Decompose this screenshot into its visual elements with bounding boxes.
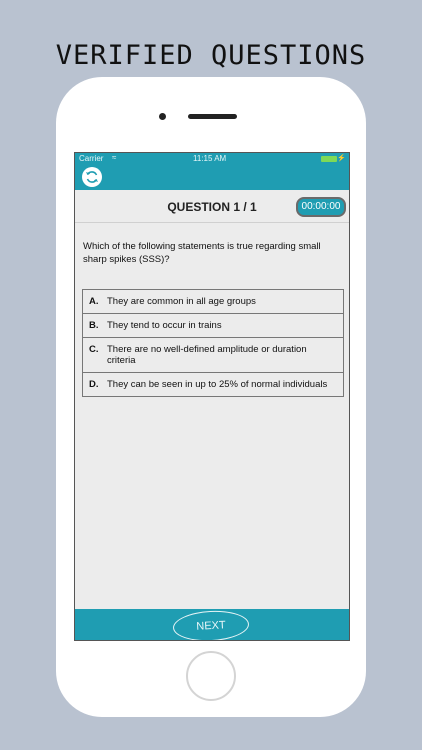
front-camera [159, 113, 166, 120]
answer-option-b[interactable] [83, 314, 343, 338]
answer-option-c[interactable] [83, 338, 343, 373]
option-letter: B. [89, 320, 99, 331]
home-button[interactable] [186, 651, 236, 701]
status-bar [75, 153, 349, 165]
question-text: Which of the following statements is true regarding small sharp spikes (SSS)? [83, 241, 321, 265]
nav-bar [75, 165, 349, 190]
refresh-icon[interactable] [82, 167, 102, 187]
footer-bar [75, 609, 349, 641]
timer-badge: 00:00:00 [296, 197, 346, 217]
promo-banner-title: VERIFIED QUESTIONS [55, 40, 367, 71]
option-text: They tend to occur in trains [107, 320, 222, 331]
carrier-label: Carrier [79, 154, 104, 163]
earpiece-speaker [188, 114, 237, 119]
status-time: 11:15 AM [193, 154, 227, 163]
answer-options [82, 289, 344, 397]
question-header [75, 190, 349, 223]
app-screen [74, 152, 350, 641]
battery-icon [321, 156, 337, 162]
option-letter: C. [89, 344, 99, 355]
wifi-icon: ≈ [112, 153, 117, 162]
option-text: There are no well-defined amplitude or duration criteria [107, 344, 307, 366]
option-text: They are common in all age groups [107, 296, 256, 307]
option-letter: D. [89, 379, 99, 390]
charging-icon: ⚡ [337, 155, 346, 162]
option-text: They can be seen in up to 25% of normal individuals [107, 379, 328, 390]
next-button[interactable]: NEXT [172, 609, 249, 641]
answer-option-a[interactable] [83, 290, 343, 314]
question-counter: QUESTION 1 / 1 [167, 200, 257, 214]
answer-option-d[interactable] [83, 373, 343, 396]
option-letter: A. [89, 296, 99, 307]
